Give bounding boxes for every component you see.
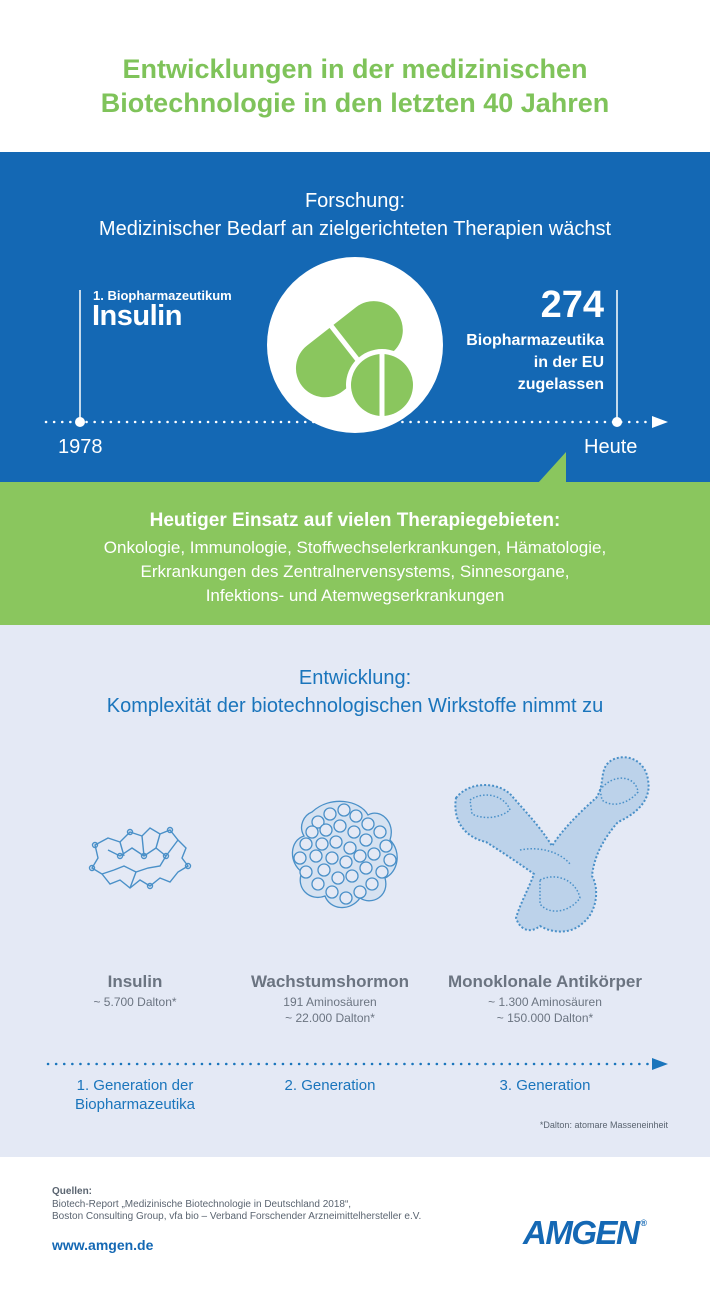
- research-heading: Forschung:: [304, 190, 406, 212]
- first-biopharma-name: Insulin: [92, 300, 182, 332]
- therapy-heading: Heutiger Einsatz auf vielen Therapiegebieten:: [149, 510, 561, 531]
- approved-count-description: [434, 330, 604, 396]
- generation-1-line-2: Biopharmazeutika: [74, 1096, 196, 1113]
- insulin-molecule-icon: [90, 828, 191, 889]
- therapy-line-1: Onkologie, Immunologie, Stoffwechselerkrankungen, Hämatologie,: [103, 538, 607, 557]
- amgen-logo-text: AMGEN: [523, 1214, 639, 1251]
- dalton-footnote: *Dalton: atomare Masseneinheit: [539, 1120, 668, 1130]
- sources-line-1: Biotech-Report „Medizinische Biotechnologie in Deutschland 2018“,: [52, 1199, 352, 1210]
- count-line-3: zugelassen: [517, 376, 604, 393]
- callout-notch: [538, 452, 566, 483]
- generation-3-label: 3. Generation: [499, 1077, 591, 1094]
- research-subtitle: Medizinischer Bedarf an zielgerichteten Therapien wächst: [98, 218, 612, 240]
- title-line-2: Biotechnologie in den letzten 40 Jahren: [100, 88, 610, 118]
- first-biopharma-label: 1. Biopharmazeutikum: [93, 288, 232, 303]
- molecule-info-insulin: ~ 5.700 Dalton*: [93, 995, 177, 1009]
- molecule-name-growth-hormone: Wachstumshormon: [250, 972, 410, 991]
- antibody-molecule-icon: [455, 757, 648, 931]
- therapy-line-2: Erkrankungen des Zentralnervensystems, Sinnesorgane,: [140, 562, 570, 581]
- amgen-logo: [523, 1214, 646, 1252]
- generation-1-label: [60, 1076, 210, 1114]
- pill-tablet-icon: [346, 349, 418, 421]
- count-line-1: Biopharmazeutika: [466, 332, 604, 349]
- count-line-2: in der EU: [533, 354, 604, 371]
- generation-2-label: 2. Generation: [284, 1077, 376, 1094]
- timeline-start-year: 1978: [58, 436, 103, 458]
- registered-mark: ®: [640, 1218, 646, 1228]
- therapy-line-3: Infektions- und Atemwegserkrankungen: [205, 586, 505, 605]
- growth-hormone-molecule-icon: [292, 801, 397, 907]
- title-line-1: Entwicklungen in der medizinischen: [122, 54, 588, 84]
- timeline-end-label: Heute: [584, 436, 638, 458]
- molecule-info-antibodies-2: ~ 150.000 Dalton*: [496, 1011, 594, 1025]
- molecule-info-growth-hormone-1: 191 Aminosäuren: [283, 995, 377, 1009]
- generation-1-line-1: 1. Generation der: [76, 1077, 194, 1094]
- molecule-info-antibodies-1: ~ 1.300 Aminosäuren: [488, 995, 602, 1009]
- molecule-name-insulin: Insulin: [107, 972, 163, 991]
- development-subtitle: Komplexität der biotechnologischen Wirkstoffe nimmt zu: [106, 695, 604, 717]
- timeline-start-dot: [75, 417, 85, 427]
- sources-line-2: Boston Consulting Group, vfa bio – Verband Forschender Arzneimittelhersteller e.V.: [52, 1211, 422, 1222]
- research-timeline-arrow: [652, 416, 668, 428]
- molecule-info-growth-hormone-2: ~ 22.000 Dalton*: [285, 1011, 375, 1025]
- website-link[interactable]: www.amgen.de: [52, 1237, 154, 1253]
- approved-count: 274: [540, 284, 604, 326]
- development-heading: Entwicklung:: [298, 667, 412, 689]
- timeline-end-dot: [612, 417, 622, 427]
- generation-timeline-arrow: [652, 1058, 668, 1070]
- molecule-name-antibodies: Monoklonale Antikörper: [448, 972, 642, 991]
- sources-heading: Quellen:: [52, 1186, 93, 1197]
